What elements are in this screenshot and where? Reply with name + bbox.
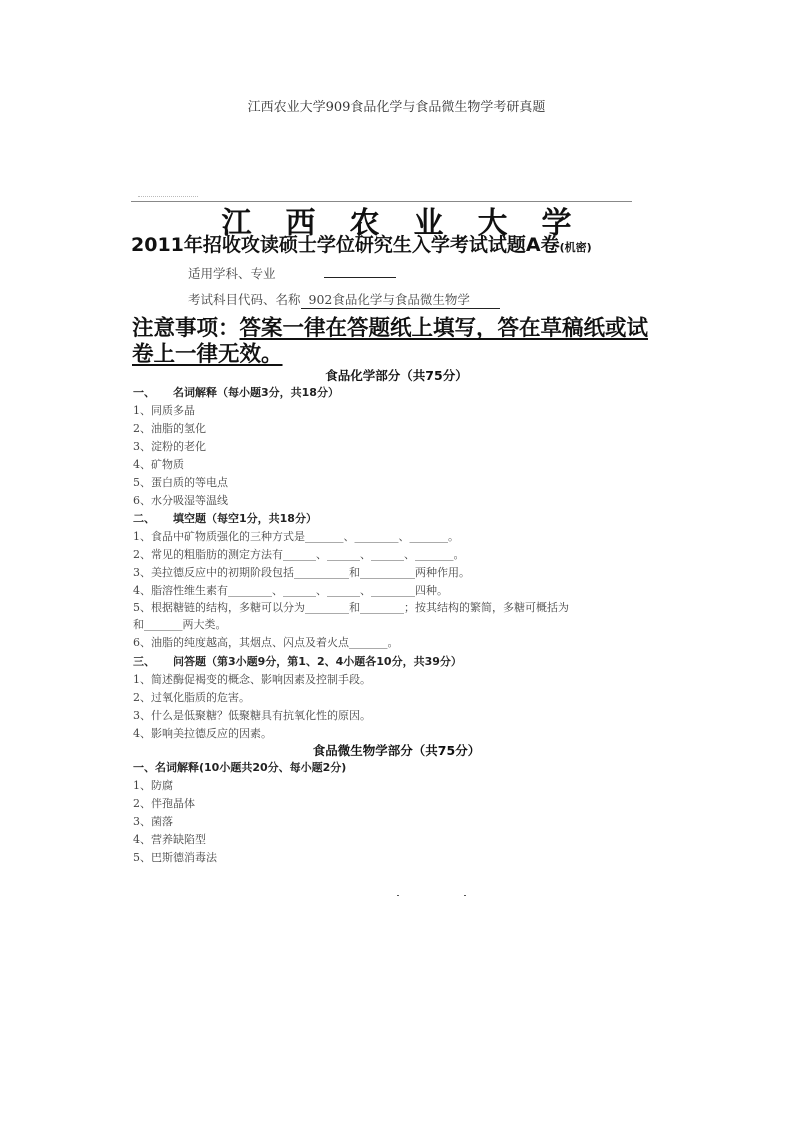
part1-s2-heading: 二、 填空题（每空1分，共18分） bbox=[133, 512, 317, 525]
subject-blank bbox=[324, 277, 396, 278]
exam-title-text: 2011年招收攻读硕士学位研究生入学考试试题A卷 bbox=[131, 234, 560, 256]
list-item: 4、矿物质 bbox=[133, 458, 184, 471]
list-item: 2、伴孢晶体 bbox=[133, 797, 195, 810]
list-item: 2、过氧化脂质的危害。 bbox=[133, 691, 250, 704]
list-item: 1、防腐 bbox=[133, 779, 173, 792]
list-item: 5、根据糖链的结构，多糖可以分为________和________；按其结构的繁简，多糖可概括为 bbox=[133, 601, 569, 614]
code-field bbox=[188, 290, 500, 309]
part1-s1-heading: 一、 名词解释（每小题3分，共18分） bbox=[133, 386, 339, 399]
subject-label: 适用学科、专业 bbox=[188, 266, 276, 281]
list-item: 6、水分吸湿等温线 bbox=[133, 494, 228, 507]
scan-dot bbox=[464, 895, 466, 896]
list-item: 1、简述酶促褐变的概念、影响因素及控制手段。 bbox=[133, 673, 371, 686]
notice-line-2 bbox=[132, 337, 313, 368]
list-item: 和_______两大类。 bbox=[133, 618, 227, 631]
part1-s3-heading: 三、 问答题（第3小题9分，第1、2、4小题各10分，共39分） bbox=[133, 655, 462, 668]
list-item: 3、美拉德反应中的初期阶段包括__________和__________两种作用。 bbox=[133, 566, 470, 579]
list-item: 6、油脂的纯度越高，其烟点、闪点及着火点_______。 bbox=[133, 636, 399, 649]
part1-title: 食品化学部分（共75分） bbox=[325, 368, 468, 383]
list-item: 2、常见的粗脂肪的测定方法有______、______、______、_______。 bbox=[133, 548, 465, 561]
list-item: 3、什么是低聚糖？低聚糖具有抗氧化性的原因。 bbox=[133, 709, 371, 722]
list-item: 3、淀粉的老化 bbox=[133, 440, 206, 453]
list-item: 1、同质多晶 bbox=[133, 404, 195, 417]
list-item: 4、脂溶性维生素有________、______、______、________四种。 bbox=[133, 584, 448, 597]
list-item: 3、菌落 bbox=[133, 815, 173, 828]
code-value: 902食品化学与食品微生物学 bbox=[301, 290, 500, 309]
exam-title-note: (机密) bbox=[559, 241, 592, 254]
university-name: 江西农业大学 bbox=[221, 206, 606, 241]
code-label: 考试科目代码、名称 bbox=[188, 292, 301, 307]
subject-field bbox=[188, 264, 396, 282]
list-item: 5、巴斯德消毒法 bbox=[133, 851, 217, 864]
notice-text-1: 答案一律在答题纸上填写，答在草稿纸或试 bbox=[239, 316, 649, 341]
document-header: 江西农业大学909食品化学与食品微生物学考研真题 bbox=[247, 100, 546, 115]
part2-s1-heading: 一、名词解释(10小题共20分、每小题2分) bbox=[133, 761, 347, 774]
part2-title: 食品微生物学部分（共75分） bbox=[312, 743, 481, 758]
notice-label: 注意事项： bbox=[132, 316, 240, 341]
exam-title bbox=[131, 230, 592, 257]
list-item: 2、油脂的氢化 bbox=[133, 422, 206, 435]
list-item: 1、食品中矿物质强化的三种方式是_______、________、_______。 bbox=[133, 530, 459, 543]
scan-dot bbox=[397, 895, 399, 896]
list-item: 5、蛋白质的等电点 bbox=[133, 476, 228, 489]
notice-text-2: 卷上一律无效。 bbox=[132, 342, 283, 367]
list-item: 4、影响美拉德反应的因素。 bbox=[133, 727, 272, 740]
list-item: 4、营养缺陷型 bbox=[133, 833, 206, 846]
